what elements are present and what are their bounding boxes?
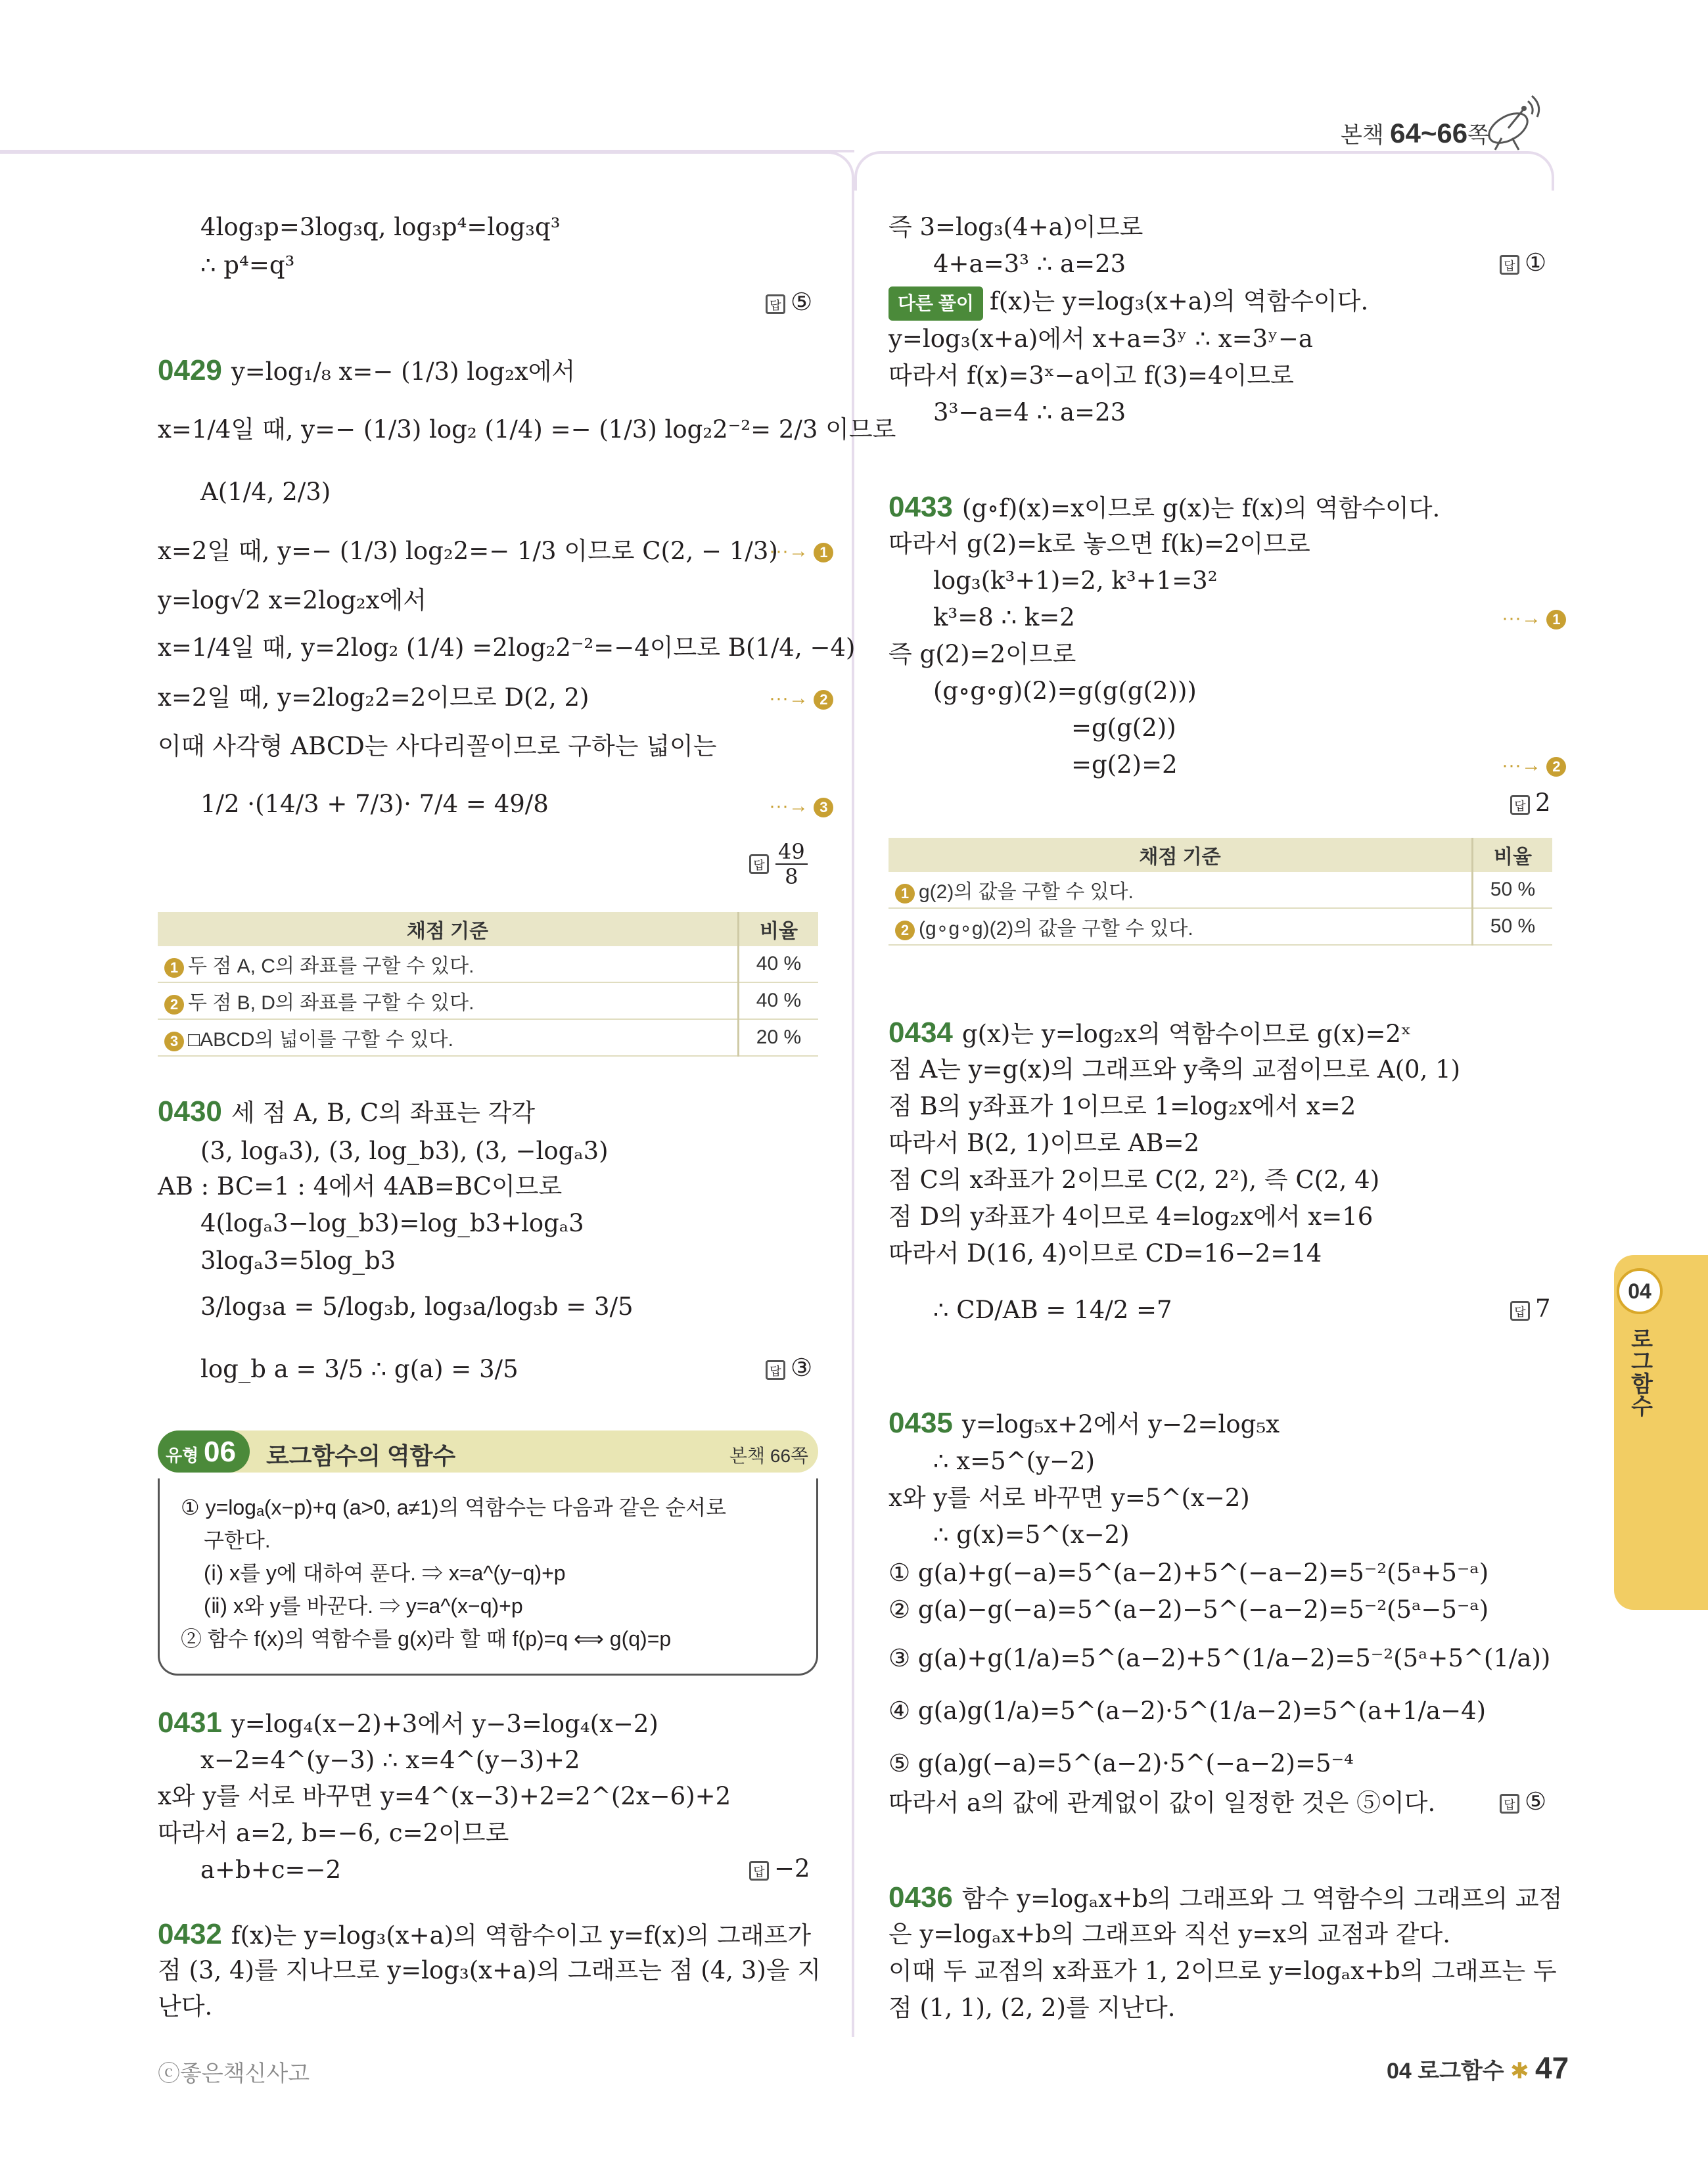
criteria-table-0433 <box>889 838 1552 946</box>
p432b-line2: 4+a=3³ ∴ a=23 <box>933 250 1126 278</box>
type-header-bar <box>158 1430 818 1473</box>
publisher-credit: ⓒ좋은책신사고 <box>158 2061 310 2086</box>
p435-line2: ∴ x=5^(y−2) <box>933 1447 1096 1475</box>
criteria-header: 채점 기준 <box>889 838 1473 872</box>
p433-line2: 따라서 g(2)=k로 놓으면 f(k)=2이므로 <box>889 530 1310 558</box>
table-row: 1 g(2)의 값을 구할 수 있다. 50 % <box>889 872 1552 908</box>
p435-line4: ∴ g(x)=5^(x−2) <box>933 1521 1130 1549</box>
p430-line7: log_b a = 3/5 ∴ g(a) = 3/5 <box>200 1355 519 1383</box>
answer-0430: 답 ③ <box>766 1354 812 1382</box>
p435-line9: ⑤ g(a)g(−a)=5^(a−2)·5^(−a−2)=5⁻⁴ <box>889 1749 1354 1777</box>
p429-line2: x=1/4일 때, y=− (1/3) log₂ (1/4) =− (1/3) log₂2⁻²= 2/3 이므로 <box>158 415 896 444</box>
type-rule4: (ⅱ) x와 y를 바꾼다. ⇒ y=a^(x−q)+p <box>204 1594 523 1618</box>
p431-line4: 따라서 a=2, b=−6, c=2이므로 <box>158 1819 509 1847</box>
table-row: 2 두 점 B, D의 좌표를 구할 수 있다. 40 % <box>158 982 818 1019</box>
answer-0429: 답 $\frac{49}{8}$ <box>749 841 809 887</box>
star-icon: ✱ <box>1510 2059 1529 2084</box>
p435-line8: ④ g(a)g(1/a)=5^(a−2)·5^(1/a−2)=5^(a+1/a−4) <box>889 1697 1487 1725</box>
p429-line5: y=log√2 x=2log₂x에서 <box>158 586 427 614</box>
p428-line1: 4log₃p=3log₃q, log₃p⁴=log₃q³ <box>200 213 561 241</box>
p435-line7: ③ g(a)+g(1/a)=5^(a−2)+5^(1/a−2)=5⁻²(5ᵃ+5^(1/a)) <box>889 1644 1551 1672</box>
answer-0428: 답 ⑤ <box>766 288 812 316</box>
problem-0431: 0431 y=log₄(x−2)+3에서 y−3=log₄(x−2) <box>158 1706 658 1739</box>
type-rule3: (ⅰ) x를 y에 대하여 푼다. ⇒ x=a^(y−q)+p <box>204 1561 566 1585</box>
step-marker-3: ···→ 3 <box>769 795 833 817</box>
p428-line2: ∴ p⁴=q³ <box>200 251 295 279</box>
rate-header: 비율 <box>739 912 819 946</box>
p430-line6: 3/log₃a = 5/log₃b, log₃a/log₃b = 3/5 <box>200 1292 634 1321</box>
footer-page-info: 04 로그함수 ✱ 47 <box>1387 2051 1569 2085</box>
step-marker-1: ···→ 1 <box>769 540 833 562</box>
p429-line3: A(1/4, 2/3) <box>200 478 331 506</box>
p434-line7: 따라서 D(16, 4)이므로 CD=16−2=14 <box>889 1239 1322 1268</box>
answer-0432: 답 ① <box>1500 248 1546 277</box>
page-reference: 본책 64~66쪽 <box>1341 118 1489 149</box>
p435-line5: ① g(a)+g(−a)=5^(a−2)+5^(−a−2)=5⁻²(5ᵃ+5⁻ᵃ) <box>889 1559 1489 1587</box>
type-rule1: ① y=logₐ(x−p)+q (a>0, a≠1)의 역함수는 다음과 같은 순서로 <box>181 1496 726 1519</box>
criteria-table-0429 <box>158 912 818 1057</box>
step-marker-2: ···→ 2 <box>1502 754 1566 777</box>
p434-line5: 점 C의 x좌표가 2이므로 C(2, 2²), 즉 C(2, 4) <box>889 1166 1380 1194</box>
right-column-frame <box>854 151 1554 191</box>
p434-line8: ∴ CD/AB = 14/2 =7 <box>933 1296 1172 1324</box>
p433-line4: k³=8 ∴ k=2 <box>933 603 1075 631</box>
p433-line8: =g(2)=2 <box>1071 750 1178 779</box>
p431-line2: x−2=4^(y−3) ∴ x=4^(y−3)+2 <box>200 1746 580 1774</box>
problem-0434: 0434 g(x)는 y=log₂x의 역함수이므로 g(x)=2ˣ <box>889 1017 1412 1049</box>
p429-line4: x=2일 때, y=− (1/3) log₂2=− 1/3 이므로 C(2, − 1/3) <box>158 537 778 565</box>
p433-line5: 즉 g(2)=2이므로 <box>889 640 1076 668</box>
p436-line2: 은 y=logₐx+b의 그래프와 직선 y=x의 교점과 같다. <box>889 1920 1451 1948</box>
p436-line3: 이때 두 교점의 x좌표가 1, 2이므로 y=logₐx+b의 그래프는 두 <box>889 1957 1557 1985</box>
chapter-number-badge: 04 <box>1617 1268 1663 1314</box>
problem-0430: 0430 세 점 A, B, C의 좌표는 각각 <box>158 1095 536 1128</box>
p432b-line5: 따라서 f(x)=3ˣ−a이고 f(3)=4이므로 <box>889 361 1294 390</box>
problem-0432: 0432 f(x)는 y=log₃(x+a)의 역함수이고 y=f(x)의 그래프가 <box>158 1918 811 1950</box>
step-marker-1: ···→ 1 <box>1502 607 1566 629</box>
rate-header: 비율 <box>1473 838 1553 872</box>
table-row: 1 두 점 A, C의 좌표를 구할 수 있다. 40 % <box>158 946 818 982</box>
p434-line6: 점 D의 y좌표가 4이므로 4=log₂x에서 x=16 <box>889 1202 1373 1231</box>
p432b-alt: 다른 풀이 f(x)는 y=log₃(x+a)의 역함수이다. <box>889 286 1368 321</box>
p430-line5: 3logₐ3=5log_b3 <box>200 1247 396 1275</box>
page-number: 47 <box>1535 2051 1569 2085</box>
problem-0435: 0435 y=log₅x+2에서 y−2=log₅x <box>889 1407 1280 1439</box>
p435-line6: ② g(a)−g(−a)=5^(a−2)−5^(−a−2)=5⁻²(5ᵃ−5⁻ᵃ) <box>889 1595 1489 1624</box>
chapter-tab-label: 로그함수 <box>1627 1327 1652 1417</box>
answer-0435: 답 ⑤ <box>1500 1787 1546 1816</box>
satellite-dish-icon <box>1482 92 1541 151</box>
p434-line2: 점 A는 y=g(x)의 그래프와 y축의 교점이므로 A(0, 1) <box>889 1055 1461 1084</box>
type-rule5: ② 함수 f(x)의 역함수를 g(x)라 할 때 f(p)=q ⟺ g(q)=p <box>181 1627 672 1651</box>
criteria-header: 채점 기준 <box>158 912 739 946</box>
p431-line3: x와 y를 서로 바꾸면 y=4^(x−3)+2=2^(2x−6)+2 <box>158 1782 731 1810</box>
table-row: 2 (g∘g∘g)(2)의 값을 구할 수 있다. 50 % <box>889 908 1552 945</box>
p434-line4: 따라서 B(2, 1)이므로 AB=2 <box>889 1129 1200 1157</box>
alt-solution-badge: 다른 풀이 <box>889 286 983 321</box>
step-marker-2: ···→ 2 <box>769 687 833 710</box>
type-badge: 유형 06 <box>158 1430 250 1473</box>
problem-0433: 0433 (g∘f)(x)=x이므로 g(x)는 f(x)의 역함수이다. <box>889 491 1441 523</box>
p429-line6: x=1/4일 때, y=2log₂ (1/4) =2log₂2⁻²=−4이므로 B(1/4, −4) <box>158 633 856 662</box>
p433-line3: log₃(k³+1)=2, k³+1=3² <box>933 566 1218 595</box>
p430-line4: 4(logₐ3−log_b3)=log_b3+logₐ3 <box>200 1209 584 1237</box>
answer-0433: 답 2 <box>1510 789 1551 817</box>
p430-line2: (3, logₐ3), (3, log_b3), (3, −logₐ3) <box>200 1137 609 1165</box>
problem-0436: 0436 함수 y=logₐx+b의 그래프와 그 역함수의 그래프의 교점 <box>889 1881 1563 1913</box>
p431-line5: a+b+c=−2 <box>200 1856 342 1884</box>
answer-0434: 답 7 <box>1510 1294 1551 1323</box>
p434-line3: 점 B의 y좌표가 1이므로 1=log₂x에서 x=2 <box>889 1092 1356 1120</box>
p432b-line6: 3³−a=4 ∴ a=23 <box>933 398 1126 426</box>
p429-line8: 이때 사각형 ABCD는 사다리꼴이므로 구하는 넓이는 <box>158 732 717 760</box>
p435-line10: 따라서 a의 값에 관계없이 값이 일정한 것은 ⑤이다. <box>889 1789 1436 1817</box>
type-title: 로그함수의 역함수 <box>266 1442 456 1469</box>
answer-0431: 답 −2 <box>749 1854 810 1883</box>
p435-line3: x와 y를 서로 바꾸면 y=5^(x−2) <box>889 1484 1250 1512</box>
p433-line7: =g(g(2)) <box>1071 714 1176 742</box>
problem-0429: 0429 y=log₁/₈ x=− (1/3) log₂x에서 <box>158 354 576 386</box>
type-page-ref: 본책 66쪽 <box>729 1446 809 1466</box>
p429-line7: x=2일 때, y=2log₂2=2이므로 D(2, 2) <box>158 683 589 712</box>
p429-line9: 1/2 ·(14/3 + 7/3)· 7/4 = 49/8 <box>200 790 549 818</box>
p430-line3: AB : BC=1 : 4에서 4AB=BC이므로 <box>158 1172 563 1201</box>
p432b-line1: 즉 3=log₃(4+a)이므로 <box>889 213 1143 241</box>
p432-line2: 점 (3, 4)를 지나므로 y=log₃(x+a)의 그래프는 점 (4, 3)을 지 <box>158 1956 821 1984</box>
p433-line6: (g∘g∘g)(2)=g(g(g(2))) <box>933 677 1197 705</box>
table-row: 3 □ABCD의 넓이를 구할 수 있다. 20 % <box>158 1019 818 1056</box>
p432-line3: 난다. <box>158 1992 213 2021</box>
p432b-line4: y=log₃(x+a)에서 x+a=3ʸ ∴ x=3ʸ−a <box>889 325 1313 353</box>
p436-line4: 점 (1, 1), (2, 2)를 지난다. <box>889 1994 1176 2022</box>
type-rule2: 구한다. <box>204 1528 271 1552</box>
